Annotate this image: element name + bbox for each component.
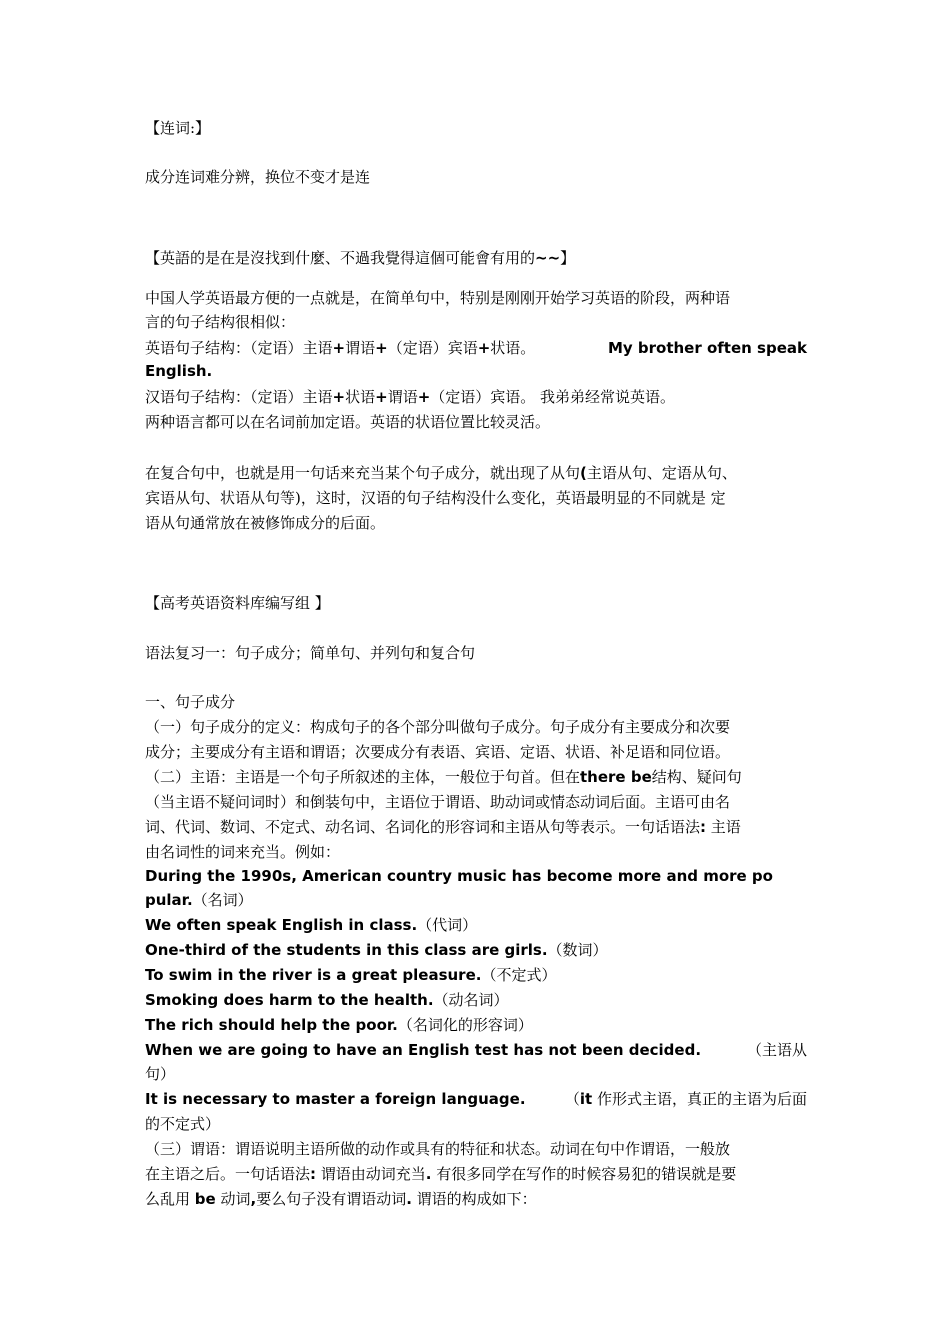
plus-sign: + [332,388,346,406]
paragraph-line [145,815,807,840]
paragraph-line [145,1162,807,1187]
example-sentence [145,913,477,938]
example-sentence [145,938,608,963]
example-text: Smoking does harm to the health. [145,991,434,1009]
english-term: there be [580,768,652,786]
english-note-heading [145,246,575,271]
paragraph-line: 成分；主要成分有主语和谓语；次要成分有表语、宾语、定语、状语、补足语和同位语。 [145,743,731,761]
paragraph-line: （一）句子成分的定义：构成句子的各个部分叫做句子成分。句子成分有主要成分和次要 [145,718,731,736]
paragraph-line: 宾语从句、状语从句等)，这时，汉语的句子结构没什么变化，英语最明显的不同就是 定 [145,489,726,507]
structure-text: 状语 [345,388,376,406]
example-note: （名词） [192,891,253,909]
section-heading: 一、句子成分 [145,693,236,711]
english-term: be [194,1190,216,1208]
para-text: 结构、疑问句 [651,768,742,786]
paragraph-line [145,461,807,486]
example-text: It is necessary to master a foreign language. [145,1090,526,1108]
paragraph-line [145,765,807,790]
example-text: One-third of the students in this class are girls. [145,941,548,959]
example-text: pular. [145,891,193,909]
paragraph-line: 中国人学英语最方便的一点就是，在简单句中，特别是刚刚开始学习英语的阶段，两种语 [145,289,731,307]
comma: , [250,1190,257,1208]
structure-text: （定语）宾语 [387,339,478,357]
para-text: 么乱用 [145,1190,195,1208]
colon: : [310,1165,317,1183]
para-text: 谓语由动词充当 [316,1165,426,1183]
plus-sign: + [375,339,388,357]
heading-close: 】 [560,249,576,267]
plus-sign: + [477,339,491,357]
english-example: My brother often speak [607,339,807,357]
english-structure-line [145,336,807,361]
para-text: 主语从句、定语从句、 [586,464,737,482]
english-example-cont: English. [145,362,213,380]
example-note: （名词化的形容词） [397,1016,533,1034]
lianci-heading: 【连词:】 [145,119,211,137]
example-note: 作形式主语，真正的主语为后面 [592,1090,807,1108]
para-text: 谓语的构成如下： [411,1190,537,1208]
heading-tilde: ~~ [535,249,561,267]
paragraph-line: 言的句子结构很相似： [145,313,296,331]
para-text: 要么句子没有谓语动词 [256,1190,407,1208]
example-note: （不定式） [481,966,557,984]
example-note: （ [564,1090,580,1108]
example-text: We often speak English in class. [145,916,418,934]
paragraph-line: 由名词性的词来充当。例如： [145,843,341,861]
structure-text: 谓语 [345,339,376,357]
para-text: 在复合句中，也就是用一句话来充当某个句子成分，就出现了从句 [145,464,581,482]
example-sentence [145,1087,807,1112]
example-note: （动名词） [433,991,509,1009]
example-text: To swim in the river is a great pleasure. [145,966,482,984]
english-term: it [579,1090,593,1108]
example-sentence-cont: 的不定式） [145,1115,221,1133]
paragraph-line [145,1187,537,1212]
heading-text: 【英語的是在是沒找到什麼、不過我覺得這個可能會有用的 [145,249,536,267]
colon: : [700,818,707,836]
para-text: 动词 [215,1190,251,1208]
para-text: 词、代词、数词、不定式、动名词、名词化的形容词和主语从句等表示。一句话语法 [145,818,701,836]
structure-text: 状语。 [490,339,536,357]
example-text: The rich should help the poor. [145,1016,398,1034]
example-sentence [145,963,556,988]
para-text: 有很多同学在写作的时候容易犯的错误就是要 [431,1165,737,1183]
example-sentence [145,988,509,1013]
structure-text: （定语）宾语。 我弟弟经常说英语。 [430,388,676,406]
paragraph-line: （当主语不疑问词时）和倒装句中，主语位于谓语、助动词或情态动词后面。主语可由名 [145,793,731,811]
example-sentence [145,1038,807,1063]
structure-text: 汉语句子结构：（定语）主语 [145,388,333,406]
lianci-rhyme: 成分连词难分辨，换位不变才是连 [145,168,371,186]
paragraph-line: 语从句通常放在被修饰成分的后面。 [145,514,386,532]
example-note: （主语从 [746,1041,807,1059]
period: . [425,1165,432,1183]
paragraph-line: 两种语言都可以在名词前加定语。英语的状语位置比较灵活。 [145,413,551,431]
plus-sign: + [417,388,431,406]
grammar-title: 语法复习一：句子成分；简单句、并列句和复合句 [145,644,476,662]
paren: ( [580,464,587,482]
para-text: （二）主语：主语是一个句子所叙述的主体，一般位于句首。但在 [145,768,581,786]
para-text: 主语 [706,818,741,836]
example-sentence: During the 1990s, American country music has become more and more po [145,867,773,885]
gaokao-heading: 【高考英语资料库编写组 】 [145,594,330,612]
plus-sign: + [332,339,346,357]
structure-text: 谓语 [387,388,418,406]
example-text: When we are going to have an English test has not been decided. [145,1041,702,1059]
example-note: （代词） [417,916,478,934]
period: . [406,1190,412,1208]
para-text: 在主语之后。一句话语法 [145,1165,311,1183]
example-sentence-cont: 句） [145,1065,176,1083]
example-note: （数词） [547,941,608,959]
example-sentence [145,1013,533,1038]
chinese-structure-line [145,385,675,410]
paragraph-line: （三）谓语：谓语说明主语所做的动作或具有的特征和状态。动词在句中作谓语，一般放 [145,1140,731,1158]
structure-text: 英语句子结构：（定语）主语 [145,339,333,357]
plus-sign: + [375,388,388,406]
example-sentence-cont [145,888,253,913]
